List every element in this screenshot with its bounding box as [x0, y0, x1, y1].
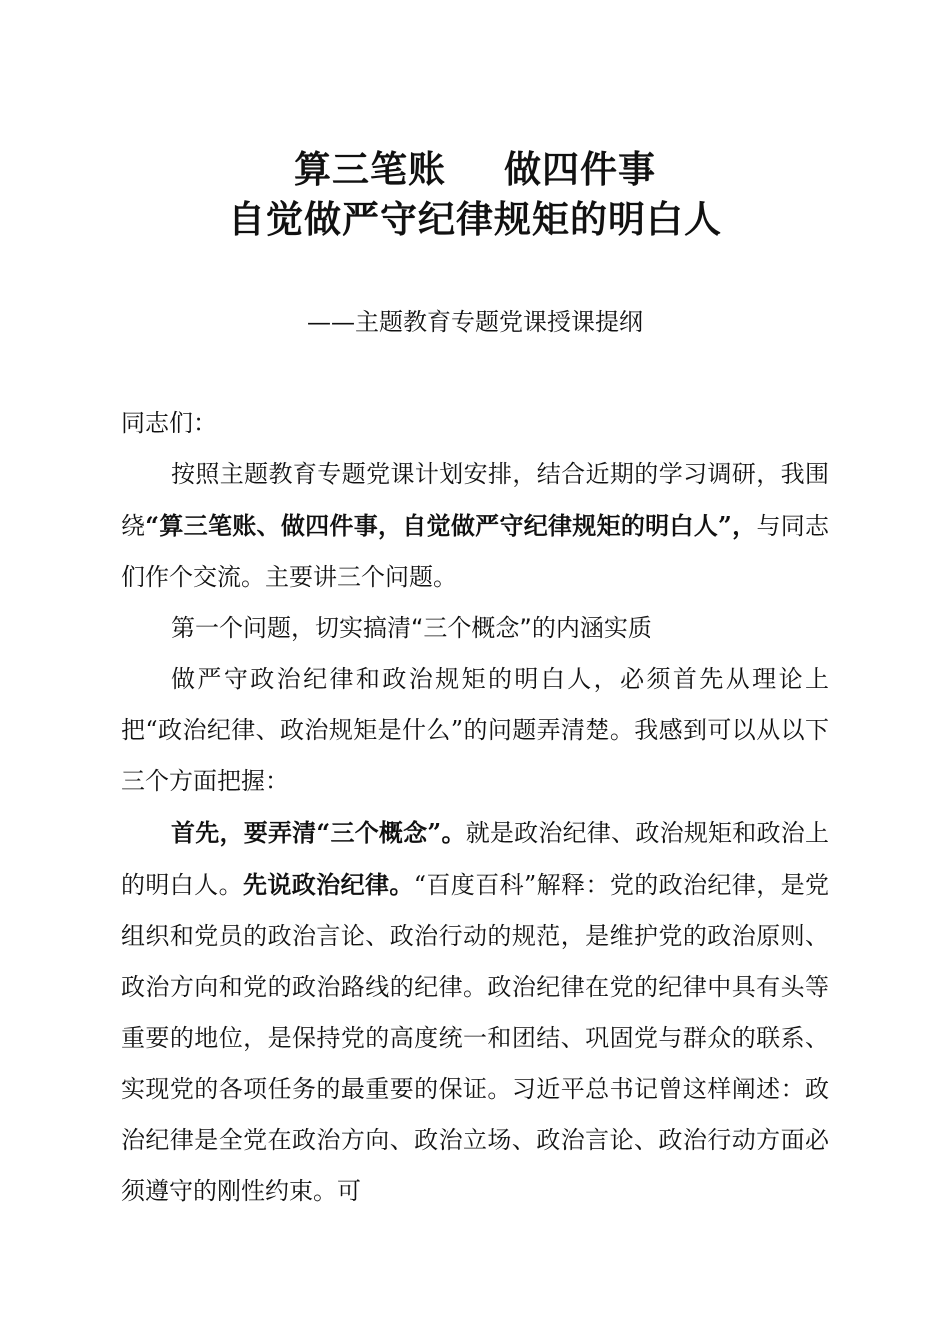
title-part-2: 做四件事 — [504, 148, 656, 191]
subtitle: ——主题教育专题党课授课提纲 — [307, 308, 643, 336]
paragraph-three-concepts — [121, 807, 829, 1217]
intro-text-2: 与同志们作个交流。主要讲三个问题。 — [121, 512, 830, 591]
title-line-2: 自觉做严守纪律规矩的明白人 — [228, 198, 722, 241]
paragraph-understanding: 做严守政治纪律和政治规矩的明白人，必须首先从理论上把“政治纪律、政治规矩是什么”的问题弄清楚。我感到可以从以下三个方面把握： — [121, 665, 829, 795]
concepts-bold-political-discipline: 先说政治纪律。 — [242, 870, 414, 899]
intro-text-1: 按照主题教育专题党课计划安排，结合近期的学习调研，我围绕 — [121, 460, 829, 540]
intro-bold-topic: “算三笔账、做四件事，自觉做严守纪律规矩的明白人”， — [145, 511, 757, 540]
paragraph-intro — [121, 449, 829, 603]
title-part-1: 算三笔账 — [294, 148, 446, 191]
concepts-text-2: “百度百科”解释：党的政治纪律，是党组织和党员的政治言论、政治行动的规范，是维护党的政治原则、政治方向和党的政治路线的纪律。政治纪律在党的纪律中具有头等重要的地位，是保持党的高度统一和团结、巩固党与群众的联系、实现党的各项任务的最重要的保证。习近平总书记曾这样阐述：政治纪律是全党在政治方向、政治立场、政治言论、政治行动方面必须遵守的刚性约束。可 — [121, 871, 830, 1205]
salutation: 同志们： — [121, 409, 217, 437]
section-heading-1: 第一个问题，切实搞清“三个概念”的内涵实质 — [171, 614, 652, 642]
concepts-bold-lead: 首先，要弄清“三个概念”。 — [171, 818, 466, 847]
title-line-1 — [0, 148, 950, 192]
concepts-text-1: 就是政治纪律、政治规矩和政治上的明白人。 — [121, 819, 830, 899]
body-text — [121, 398, 829, 1217]
